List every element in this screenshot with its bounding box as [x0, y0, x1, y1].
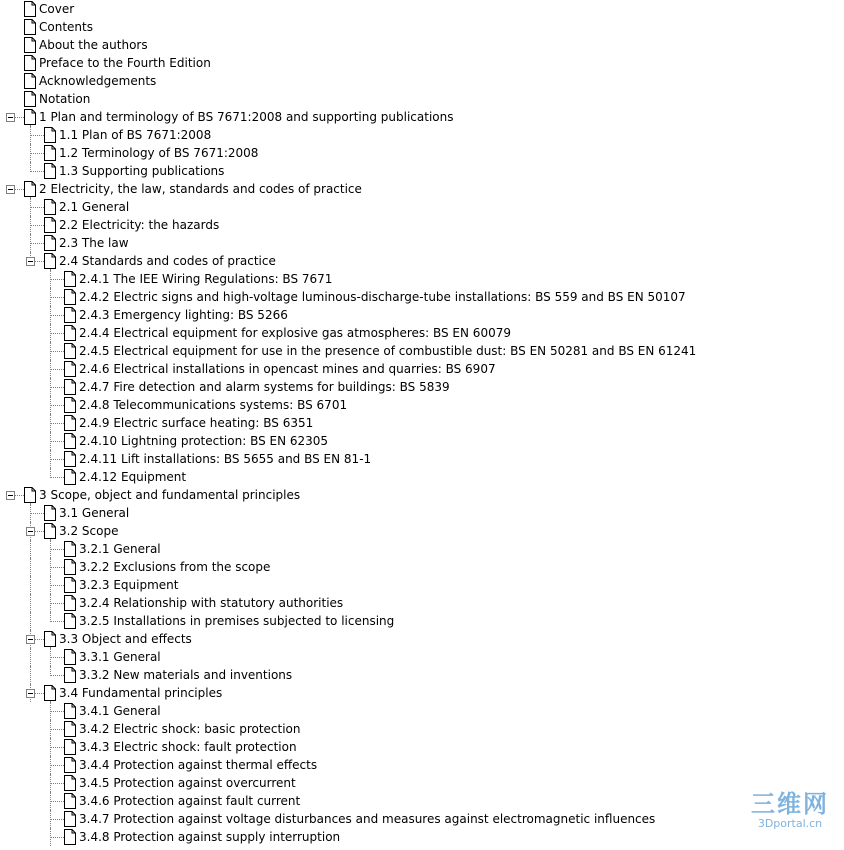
tree-item[interactable] — [0, 702, 844, 720]
tree-item[interactable] — [0, 180, 844, 198]
tree-item[interactable] — [0, 810, 844, 828]
document-icon — [63, 325, 77, 341]
tree-item[interactable] — [0, 162, 844, 180]
tree-connector-line — [50, 459, 64, 460]
tree-connector-line — [50, 711, 64, 712]
document-icon — [63, 343, 77, 359]
tree-item-label[interactable]: 3.2.3 Equipment — [79, 578, 179, 592]
tree-item-label[interactable]: 2.4.12 Equipment — [79, 470, 187, 484]
document-icon — [43, 685, 57, 701]
tree-item-label[interactable]: 2.4.8 Telecommunications systems: BS 6701 — [79, 398, 348, 412]
tree-item[interactable] — [0, 144, 844, 162]
tree-item[interactable] — [0, 540, 844, 558]
tree-connector-line — [30, 171, 44, 172]
tree-item-label[interactable]: 3.4.6 Protection against fault current — [79, 794, 301, 808]
document-icon — [63, 811, 77, 827]
tree-item[interactable] — [0, 630, 844, 648]
tree-item[interactable] — [0, 252, 844, 270]
tree-item[interactable] — [0, 198, 844, 216]
tree-connector-line — [30, 135, 44, 136]
document-icon — [43, 127, 57, 143]
tree-item-label[interactable]: About the authors — [39, 38, 148, 52]
tree-connector-line — [50, 441, 64, 442]
document-icon — [63, 451, 77, 467]
document-icon — [63, 595, 77, 611]
document-icon — [43, 253, 57, 269]
tree-item[interactable] — [0, 594, 844, 612]
tree-item[interactable] — [0, 414, 844, 432]
tree-item-label[interactable]: 3.3 Object and effects — [59, 632, 192, 646]
tree-connector-line — [50, 549, 64, 550]
tree-item-label[interactable]: 3.3.1 General — [79, 650, 161, 664]
tree-item-label[interactable]: 3.4.4 Protection against thermal effects — [79, 758, 318, 772]
document-icon — [43, 235, 57, 251]
tree-item-label[interactable]: 2 Electricity, the law, standards and codes of practice — [39, 182, 362, 196]
document-icon — [63, 703, 77, 719]
tree-item-label[interactable]: 3 Scope, object and fundamental principles — [39, 488, 301, 502]
document-icon — [43, 217, 57, 233]
tree-item[interactable] — [0, 774, 844, 792]
tree-item[interactable] — [0, 576, 844, 594]
tree-item[interactable] — [0, 612, 844, 630]
tree-item[interactable] — [0, 396, 844, 414]
tree-connector-line — [50, 369, 64, 370]
tree-connector-line — [50, 567, 64, 568]
tree-item-label[interactable]: 3.4.7 Protection against voltage disturbances and measures against electromagnetic influences — [79, 812, 656, 826]
tree-item[interactable] — [0, 450, 844, 468]
tree-item[interactable] — [0, 792, 844, 810]
tree-item[interactable] — [0, 306, 844, 324]
tree-item-label[interactable]: 3.2 Scope — [59, 524, 119, 538]
tree-item[interactable] — [0, 378, 844, 396]
tree-item-label[interactable]: Notation — [39, 92, 91, 106]
document-icon — [63, 793, 77, 809]
tree-connector-line — [50, 675, 64, 676]
tree-item[interactable] — [0, 504, 844, 522]
document-icon — [23, 55, 37, 71]
tree-item[interactable] — [0, 18, 844, 36]
document-icon — [23, 181, 37, 197]
collapse-toggle-icon[interactable] — [6, 113, 15, 122]
tree-connector-line — [30, 225, 44, 226]
tree-item-label[interactable]: 2.4.11 Lift installations: BS 5655 and BS EN 81-1 — [79, 452, 372, 466]
tree-item-label[interactable]: Acknowledgements — [39, 74, 157, 88]
tree-connector-line — [30, 648, 31, 666]
document-icon — [63, 379, 77, 395]
tree-item-label[interactable]: 2.4 Standards and codes of practice — [59, 254, 276, 268]
tree-item-label[interactable]: 2.3 The law — [59, 236, 129, 250]
watermark-mark: 三维网 — [751, 790, 829, 818]
tree-connector-line — [30, 513, 44, 514]
document-icon — [23, 487, 37, 503]
tree-connector-line — [30, 558, 31, 576]
tree-item-label[interactable]: 3.1 General — [59, 506, 130, 520]
tree-connector-line — [30, 153, 44, 154]
tree-item[interactable] — [0, 126, 844, 144]
tree-item-label[interactable]: 3.4.1 General — [79, 704, 161, 718]
collapse-toggle-icon[interactable] — [6, 185, 15, 194]
collapse-toggle-icon[interactable] — [6, 491, 15, 500]
document-icon — [63, 559, 77, 575]
document-icon — [63, 667, 77, 683]
tree-item[interactable] — [0, 0, 844, 18]
tree-connector-line — [50, 837, 64, 838]
document-icon — [63, 541, 77, 557]
document-icon — [63, 739, 77, 755]
collapse-toggle-icon[interactable] — [26, 527, 35, 536]
tree-item[interactable] — [0, 486, 844, 504]
tree-item-label[interactable]: 2.4.3 Emergency lighting: BS 5266 — [79, 308, 288, 322]
tree-connector-line — [30, 594, 31, 612]
tree-connector-line — [50, 819, 64, 820]
tree-connector-line — [30, 576, 31, 594]
tree-item[interactable] — [0, 738, 844, 756]
tree-connector-line — [30, 612, 31, 630]
tree-connector-line — [30, 207, 44, 208]
document-icon — [23, 1, 37, 17]
tree-item[interactable] — [0, 720, 844, 738]
tree-item[interactable] — [0, 342, 844, 360]
tree-connector-line — [50, 351, 64, 352]
tree-item[interactable] — [0, 522, 844, 540]
tree-item-label[interactable]: 3.2.5 Installations in premises subjected to licensing — [79, 614, 395, 628]
tree-item[interactable] — [0, 648, 844, 666]
document-icon — [63, 289, 77, 305]
document-icon — [23, 109, 37, 125]
document-icon — [43, 631, 57, 647]
document-icon — [43, 163, 57, 179]
tree-item[interactable] — [0, 72, 844, 90]
tree-item[interactable] — [0, 558, 844, 576]
tree-item[interactable] — [0, 666, 844, 684]
document-icon — [43, 145, 57, 161]
document-icon — [63, 775, 77, 791]
tree-connector-line — [50, 315, 64, 316]
tree-item-label[interactable]: Contents — [39, 20, 93, 34]
tree-item-label[interactable]: 2.4.2 Electric signs and high-voltage luminous-discharge-tube installations: BS 559 and BS EN 50107 — [79, 290, 686, 304]
tree-connector-line — [50, 783, 64, 784]
tree-item-label[interactable]: 3.2.4 Relationship with statutory authorities — [79, 596, 344, 610]
collapse-toggle-icon[interactable] — [26, 635, 35, 644]
tree-connector-line — [50, 603, 64, 604]
tree-item-label[interactable]: 2.2 Electricity: the hazards — [59, 218, 220, 232]
document-icon — [63, 577, 77, 593]
tree-item-label[interactable]: 1.1 Plan of BS 7671:2008 — [59, 128, 212, 142]
tree-item-label[interactable]: 1 Plan and terminology of BS 7671:2008 and supporting publications — [39, 110, 454, 124]
tree-item-label[interactable]: 3.4.3 Electric shock: fault protection — [79, 740, 297, 754]
document-icon — [43, 199, 57, 215]
tree-item-label[interactable]: 1.2 Terminology of BS 7671:2008 — [59, 146, 259, 160]
tree-connector-line — [50, 279, 64, 280]
tree-item[interactable] — [0, 360, 844, 378]
tree-item-label[interactable]: Preface to the Fourth Edition — [39, 56, 211, 70]
tree-item[interactable] — [0, 288, 844, 306]
document-icon — [63, 721, 77, 737]
tree-item-label[interactable]: 3.4.8 Protection against supply interruption — [79, 830, 341, 844]
tree-item[interactable] — [0, 90, 844, 108]
tree-item-label[interactable]: 3.4.2 Electric shock: basic protection — [79, 722, 301, 736]
tree-connector-line — [50, 477, 64, 478]
tree-connector-line — [50, 621, 64, 622]
watermark-url: 3Dportal.cn — [757, 817, 823, 830]
tree-item[interactable] — [0, 234, 844, 252]
tree-connector-line — [50, 801, 64, 802]
tree-item-label[interactable]: 2.4.5 Electrical equipment for use in the presence of combustible dust: BS EN 50281 and BS EN 61241 — [79, 344, 697, 358]
document-icon — [63, 397, 77, 413]
tree-item[interactable] — [0, 216, 844, 234]
tree-connector-line — [50, 423, 64, 424]
tree-item-label[interactable]: 3.3.2 New materials and inventions — [79, 668, 293, 682]
tree-connector-line — [50, 405, 64, 406]
collapse-toggle-icon[interactable] — [26, 689, 35, 698]
tree-item-label[interactable]: 2.4.4 Electrical equipment for explosive gas atmospheres: BS EN 60079 — [79, 326, 511, 340]
document-icon — [23, 73, 37, 89]
document-icon — [23, 19, 37, 35]
tree-item[interactable] — [0, 108, 844, 126]
tree-item[interactable] — [0, 324, 844, 342]
tree-item[interactable] — [0, 828, 844, 846]
tree-connector-line — [30, 666, 31, 684]
document-icon — [23, 37, 37, 53]
tree-item-label[interactable]: 2.4.9 Electric surface heating: BS 6351 — [79, 416, 314, 430]
tree-item-label[interactable]: 3.4 Fundamental principles — [59, 686, 223, 700]
document-icon — [63, 361, 77, 377]
document-icon — [63, 613, 77, 629]
document-icon — [43, 523, 57, 539]
tree-item-label[interactable]: 2.4.1 The IEE Wiring Regulations: BS 7671 — [79, 272, 333, 286]
tree-connector-line — [50, 387, 64, 388]
tree-connector-line — [30, 540, 31, 558]
document-icon — [63, 307, 77, 323]
tree-item-label[interactable]: 2.1 General — [59, 200, 130, 214]
document-icon — [43, 505, 57, 521]
tree-connector-line — [30, 243, 44, 244]
document-icon — [63, 415, 77, 431]
tree-item[interactable] — [0, 270, 844, 288]
document-icon — [63, 271, 77, 287]
document-icon — [63, 469, 77, 485]
tree-item[interactable] — [0, 432, 844, 450]
tree-connector-line — [50, 585, 64, 586]
tree-item-label[interactable]: 3.2.1 General — [79, 542, 161, 556]
tree-item[interactable] — [0, 468, 844, 486]
tree-item-label[interactable]: Cover — [39, 2, 75, 16]
tree-item[interactable] — [0, 36, 844, 54]
tree-item-label[interactable]: 2.4.6 Electrical installations in opencast mines and quarries: BS 6907 — [79, 362, 496, 376]
tree-connector-line — [50, 297, 64, 298]
tree-item[interactable] — [0, 756, 844, 774]
tree-connector-line — [50, 333, 64, 334]
tree-connector-line — [50, 765, 64, 766]
document-icon — [63, 829, 77, 845]
tree-connector-line — [50, 729, 64, 730]
tree-item-label[interactable]: 1.3 Supporting publications — [59, 164, 225, 178]
tree-item[interactable] — [0, 54, 844, 72]
document-icon — [23, 91, 37, 107]
tree-connector-line — [50, 747, 64, 748]
document-icon — [63, 433, 77, 449]
collapse-toggle-icon[interactable] — [26, 257, 35, 266]
tree-item-label[interactable]: 2.4.10 Lightning protection: BS EN 62305 — [79, 434, 329, 448]
tree-connector-line — [50, 657, 64, 658]
tree-item-label[interactable]: 3.4.5 Protection against overcurrent — [79, 776, 296, 790]
document-icon — [63, 649, 77, 665]
tree-item-label[interactable]: 2.4.7 Fire detection and alarm systems for buildings: BS 5839 — [79, 380, 450, 394]
document-icon — [63, 757, 77, 773]
tree-item[interactable] — [0, 684, 844, 702]
tree-item-label[interactable]: 3.2.2 Exclusions from the scope — [79, 560, 271, 574]
